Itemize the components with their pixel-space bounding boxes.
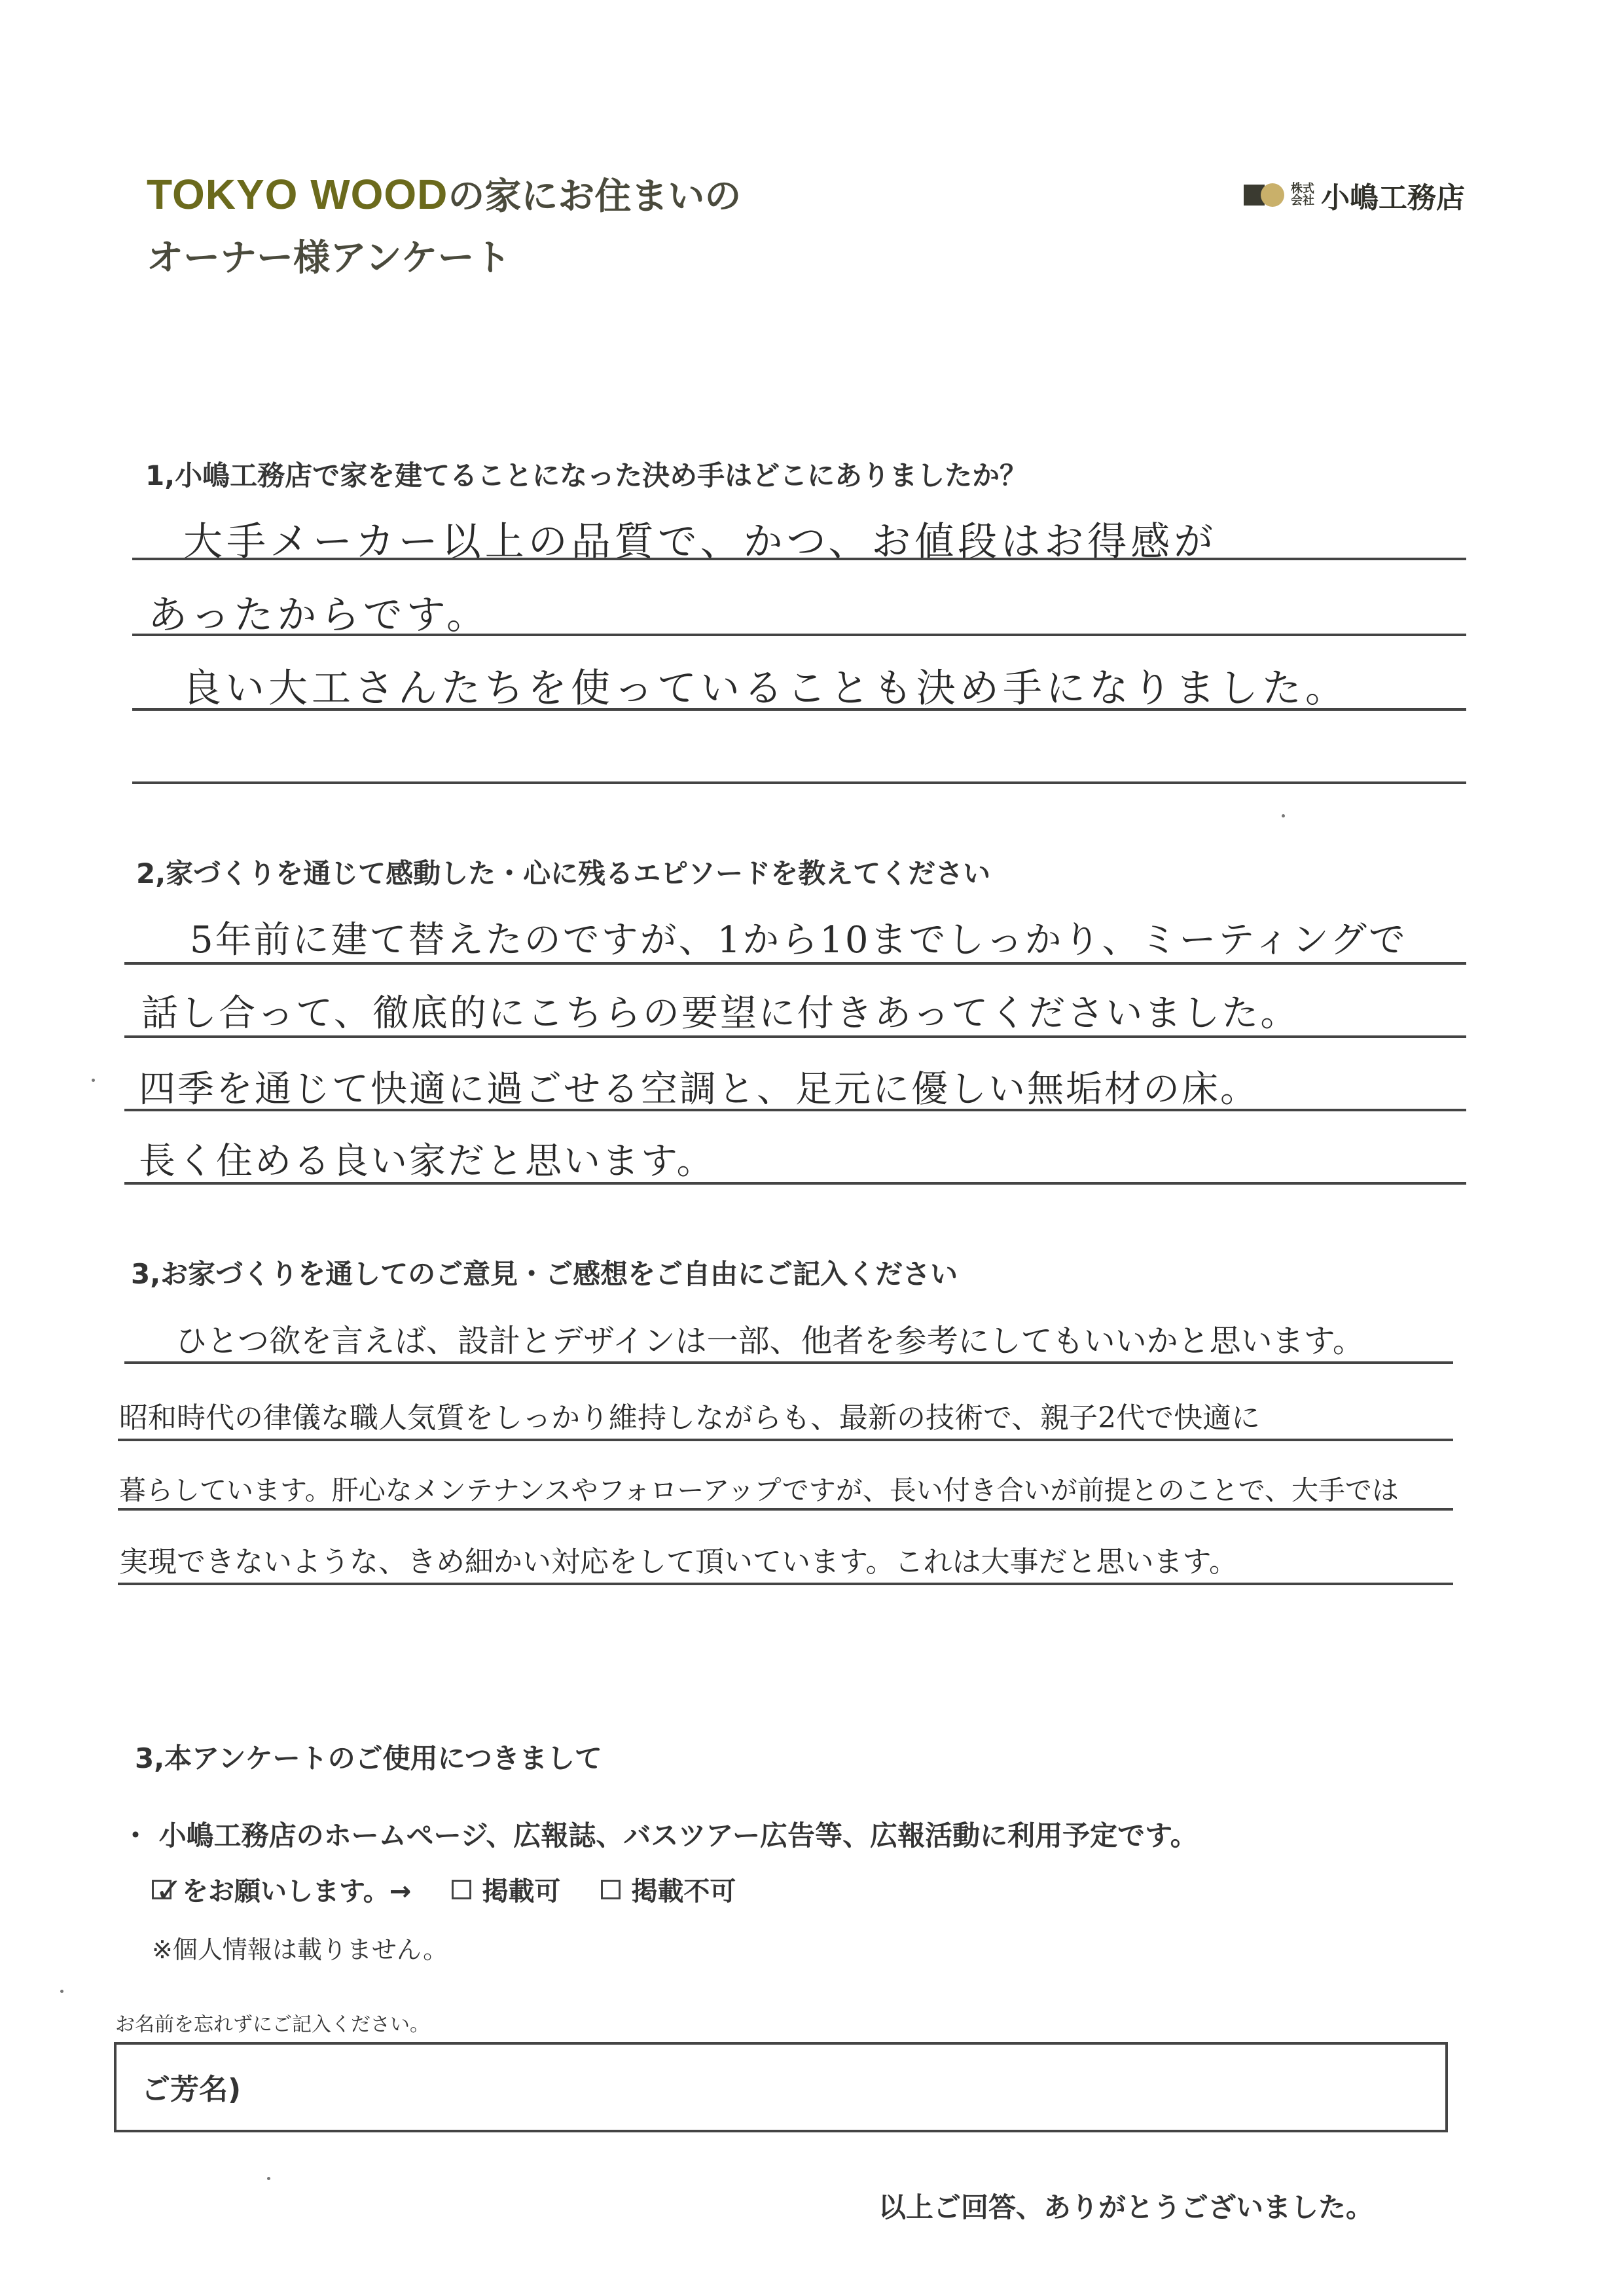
usage-heading: 3,本アンケートのご使用につきまして	[135, 1742, 602, 1774]
name-hint: お名前を忘れずにご記入ください。	[115, 2013, 429, 2036]
company-logo-icon	[1244, 182, 1284, 208]
name-label: ご芳名)	[141, 2073, 242, 2106]
scan-speck	[1282, 814, 1285, 817]
scan-speck	[92, 1079, 95, 1082]
usage-bullet: ・ 小嶋工務店のホームページ、広報誌、バスツアー広告等、広報活動に利用予定です。	[122, 1820, 1198, 1852]
q3-rule-3	[118, 1508, 1453, 1511]
check-icon: ✓	[155, 1871, 183, 1909]
survey-title-line-1	[147, 168, 741, 220]
allow-label: 掲載可	[482, 1876, 561, 1907]
q1-answer-line-1: 大手メーカー以上の品質で、かつ、お値段はお得感が	[183, 519, 1218, 565]
q3-rule-1	[124, 1361, 1453, 1364]
q1-answer-line-2: あったからです。	[148, 592, 490, 638]
request-label: をお願いします。→	[182, 1876, 412, 1907]
deny-checkbox[interactable]	[601, 1880, 621, 1899]
company-logo	[1244, 174, 1465, 216]
q3-answer-line-4: 実現できないような、きめ細かい対応をして頂いています。これは大事だと思います。	[119, 1545, 1238, 1579]
q2-answer-line-3: 四季を通じて快適に過ごせる空調と、足元に優しい無垢材の床。	[139, 1068, 1259, 1111]
q2-rule-4	[124, 1182, 1466, 1185]
deny-label: 掲載不可	[631, 1876, 736, 1907]
q3-rule-2	[118, 1439, 1453, 1441]
q1-rule-1	[132, 558, 1466, 560]
q3-answer-line-1: ひとつ欲を言えば、設計とデザインは一部、他者を参考にしてもいいかと思います。	[175, 1323, 1364, 1359]
q3-rule-4	[118, 1583, 1453, 1585]
q2-rule-2	[124, 1035, 1466, 1038]
q2-answer-line-4: 長く住める良い家だと思います。	[139, 1140, 715, 1183]
consent-row	[152, 1871, 736, 1908]
request-checkbox[interactable]	[152, 1871, 183, 1909]
title-suffix: の家にお住まいの	[448, 175, 742, 218]
scan-speck	[60, 1990, 63, 1993]
q1-answer-line-3: 良い大工さんたちを使っていることも決め手になりました。	[182, 666, 1348, 711]
q2-rule-3	[124, 1109, 1466, 1111]
q1-rule-4	[132, 781, 1466, 784]
question-2: 2,家づくりを通じて感動した・心に残るエピソードを教えてください	[136, 857, 991, 889]
q2-answer-line-2: 話し合って、徹底的にこちらの要望に付きあってくださいました。	[141, 992, 1299, 1035]
name-field[interactable]	[114, 2042, 1448, 2132]
company-type: 株式会社	[1291, 182, 1314, 207]
thanks-message: 以上ご回答、ありがとうございました。	[878, 2191, 1374, 2223]
scan-speck	[267, 2177, 270, 2180]
q3-answer-line-2: 昭和時代の律儀な職人気質をしっかり維持しながらも、最新の技術で、親子2代で快適に	[119, 1401, 1261, 1435]
question-3: 3,お家づくりを通してのご意見・ご感想をご自由にご記入ください	[131, 1258, 958, 1290]
question-1: 1,小嶋工務店で家を建てることになった決め手はどこにありましたか？	[145, 459, 1028, 492]
q3-answer-line-3: 暮らしています。肝心なメンテナンスやフォローアップですが、長い付き合いが前提とのことで、大手では	[119, 1475, 1399, 1506]
allow-checkbox[interactable]	[452, 1880, 471, 1899]
title-brand: TOKYO WOOD	[147, 171, 448, 218]
company-name: 小嶋工務店	[1321, 181, 1465, 215]
q2-rule-1	[124, 962, 1466, 965]
privacy-note: ※個人情報は載りません。	[152, 1935, 448, 1964]
survey-title-line-2: オーナー様アンケート	[147, 237, 511, 279]
q1-rule-2	[132, 634, 1466, 636]
q1-rule-3	[132, 708, 1466, 711]
q2-answer-line-1: 5年前に建て替えたのですが、1から10までしっかり、ミーティングで	[190, 919, 1407, 961]
